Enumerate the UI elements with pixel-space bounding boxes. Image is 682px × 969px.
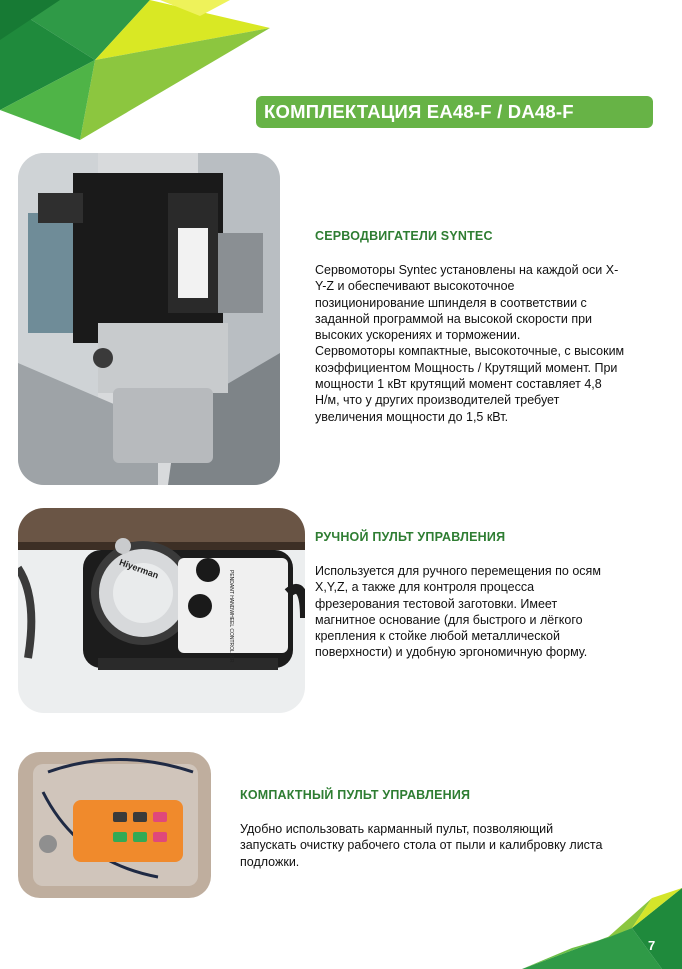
text-line: Сервомоторы компактные, высокоточные, с высоким (315, 344, 625, 359)
section-body-servo (315, 262, 665, 425)
page-number: 7 (648, 938, 656, 953)
text-line: заданной программой на высокой скорости при (315, 311, 593, 326)
text-line: фрезерования тестовой заготовки. Имеет (315, 596, 558, 611)
text-line: мощности 1 кВт крутящий момент составляет 4,8 (315, 377, 602, 392)
text-line: Н/м, что у других производителей требует (315, 393, 560, 408)
section-title-servo: СЕРВОДВИГАТЕЛИ SYNTEC (315, 229, 493, 243)
section-body-compact-remote (240, 821, 660, 870)
servo-motor-photo (18, 153, 280, 485)
pendant-brand-label: Hiyerman (117, 557, 160, 581)
text-line: Удобно использовать карманный пульт, позволяющий (240, 822, 554, 836)
text-line: запускать очистку рабочего стола от пыли и калибровку листа (240, 838, 603, 853)
handwheel-pendant-photo (18, 508, 305, 713)
corner-decoration-bottom (512, 888, 682, 969)
text-line: Y-Z и обеспечивают высокоточное (315, 279, 515, 294)
text-line: Используется для ручного перемещения по осям (315, 564, 601, 578)
pendant-model-label: PENDANT HANDWHEEL CONTROLLER (228, 570, 234, 663)
text-line: крепления к стойке любой металлической (315, 629, 560, 644)
text-line: коэффициентом Мощность / Крутящий момент. При (315, 360, 618, 375)
section-title-handwheel: РУЧНОЙ ПУЛЬТ УПРАВЛЕНИЯ (315, 530, 506, 544)
section-banner: КОМПЛЕКТАЦИЯ EA48-F / DA48-F (256, 96, 653, 128)
section-title-compact-remote: КОМПАКТНЫЙ ПУЛЬТ УПРАВЛЕНИЯ (240, 788, 471, 802)
text-line: поверхности) и удобную эргономичную форму. (315, 645, 588, 660)
text-line: Сервомоторы Syntec установлены на каждой оси X- (315, 263, 619, 277)
corner-decoration-top (0, 0, 290, 150)
text-line: увеличения мощности до 1,5 кВт. (315, 409, 509, 424)
text-line: магнитное основание (для быстрого и лёгкого (315, 612, 583, 627)
text-line: X,Y,Z, а также для контроля процесса (315, 580, 535, 595)
compact-remote-photo (18, 752, 211, 898)
text-line: высоких ускорениях и торможении. (315, 328, 521, 343)
text-line: позиционирование шпинделя в соответствии с (315, 295, 587, 310)
text-line: подложки. (240, 854, 300, 869)
section-body-handwheel (315, 563, 665, 661)
